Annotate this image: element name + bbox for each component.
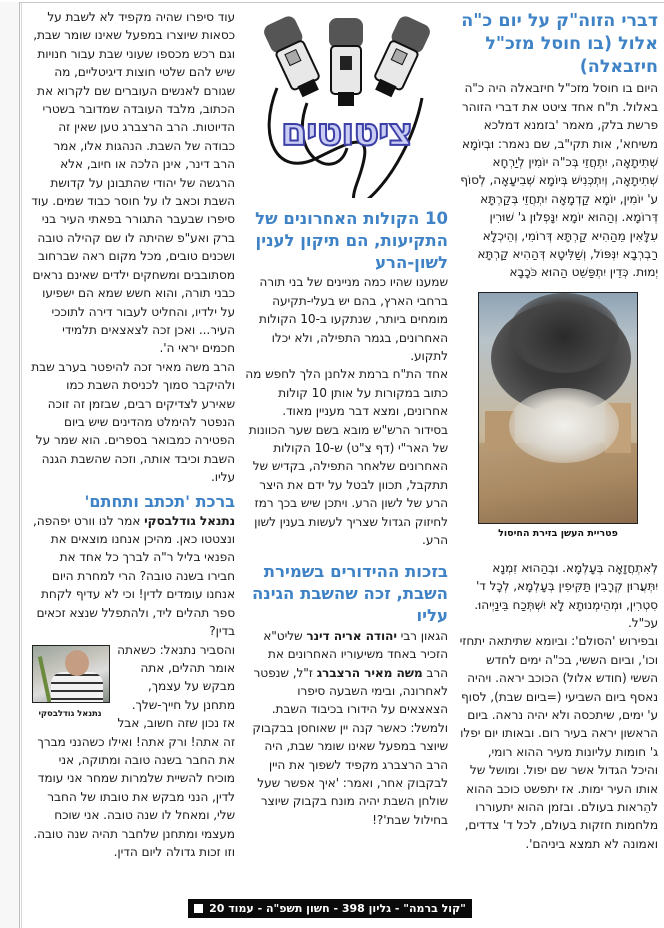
- photo-face: [65, 650, 89, 676]
- portrait-figure: [30, 645, 110, 723]
- zohar-article-paragraph: ובפירוש 'הסולם': וביומא שתיתאה יתחזי וכו', וביום הששי, בכ"ה ימים לחדש הששי (חודש אלול) הכוכב יראה. ויהיה נאסף ביום השביעי (=ביום שבת), לסוף ע' ימים, שיתכסה ולא יהיה נראה. ביום הראשון יראה בעיר רום. ובאותו יום יפלו ג' חומות עליונות מעיר ההוא רומי, והיכל הגדול אשר שם יפול. ומושל של אותו העיר ימות. אז יתפשט כוכב ההוא להֵראות בעולם. ובזמן ההוא יתעוררו מלחמות חזקות בעולם, לכל ד' צדדים, ואמונה לא תמצא ביניהם'.: [459, 634, 658, 851]
- zohar-article-body: [458, 79, 658, 281]
- zohar-article-paragraph: היום בו חוסל מזכ"ל חיזבאלה היה כ"ה באלול. ת"ח אחד ציטט את דברי הזוהר פרשת בלק, מאמר 'בזמנא דמלכא משיחא', אות תקי"ב, שם נאמר: וּבְיוֹמָא שְׁתִיתָאָה, יִתְחֲזֵי בְּכ"ה יוֹמִין לְיַרְחָא שְׁתִיתָאָה, וְיִתְכְּנִישׁ בְּיוֹמָא שְׁבִיעָאָה, לְסוֹף ע' יוֹמִין, יוֹמָא קַדְמָאָה יִתְחֲזֵי בְּקַרְתָּא דְּרוֹמָא. וְהַהוּא יוֹמָא יִנָּפְלוּן ג' שׁוּרִין עִלָּאִין מֵהַהִיא קַרְתָּא דְּרוֹמִי, וְהֵיכְלָא רַבְרְבָא יִנְּפּוֹל, וְשַׁלִּיטָא דְּהַהִיא קַרְתָּא יְמוּת. כְּדֵין יִתְפַּשֵּׁט הַהוּא כֹּכָבָא: [460, 81, 658, 280]
- shofar-article-paragraph: שמענו שהיו כמה מניינים של בני תורה ברחבי הארץ, בהם יש בעלי-תקיעה מומחים ביותר, שנתקעו ב-10 הקולות האחרונים, בגמר התפילה, ולא יכלו לתקוע.: [258, 275, 448, 363]
- blessing-article-paragraph: והסביר נתנאל: כשאתה אומר תהלים, אתה מבקש על עצמך, מתחנן על חייך-שלך. אז נכון שזה חשוב, אבל זה אתה! ורק אתה! ואילו כשהנני מברך את החבר בשנה טובה ומתוקה, אני מוכיח להשיית שלמרות שמחר אני עומד לדין, הנני מבקש את טובתו של החבר שלי, ומאחל לו שנה טובה. אני שוכח מעצמי ומתחנן שלחבר תהיה שנה טובה. וזו זכות גדולה ליום הדין.: [33, 642, 235, 859]
- blessing-article-intro: [30, 512, 235, 641]
- quotes-logo: [247, 8, 447, 198]
- middle-column: [245, 8, 448, 829]
- left-gutter: [0, 2, 20, 928]
- zohar-article-headline: דברי הזוה"ק על יום כ"ה אלול (בו חוסל מזכ"ל חיזבאלה): [461, 11, 658, 78]
- intro-text: הגאון רבי: [396, 628, 448, 643]
- shabbat-article-headline: בזכות ההידורים בשמירת השבת, זכה שהשבת הגינה עליו: [251, 562, 448, 625]
- left-column: [30, 8, 235, 861]
- shofar-article-body: [245, 273, 448, 549]
- shabbat-article-body: [245, 627, 448, 829]
- photo-lulav: [38, 656, 52, 703]
- photo-smoke-light: [509, 388, 619, 463]
- blessing-article-body: [30, 512, 235, 862]
- page-top-rule: [0, 2, 664, 3]
- photo-smoke-dark: [509, 293, 619, 373]
- intro-text: אמר לנו וורט יפהפה, ונצטטו כאן. מהיכן אנחנו מוצאים את הפנאי בליל ר"ה לברך כל אחד את חבירו בשנה טובה? הרי למחרת היום אנחנו עומדים לדין! וכי לא עדיף לקחת ספר תהלים ליד, ולהתפלל שנצא זכאים בדין?: [32, 513, 235, 639]
- shabbat-continued-paragraph: עוד סיפרו שהיה מקפיד לא לשבת על כסאות שיוצרו במפעל שאינו שומר שבת, וגם רכש מכספו שעוני שבת עבור חנויות שיש להם שלטי חוצות דיגיטליים, מה שגורם לאנשים העוברים שם לקרוא את הכתוב, מלבד העובדה שמדובר בשטרי הדיוטות. הרב הרצברג טען שאין זה כבודה של השבת. הנהגות אלו, אמר הרב דינר, אינן הלכה או חיוב, אלא הרגשה של יהודי שהתבונן על קדושת השבת וכאב לו על חוסר כבוד שמים. עוד סיפרו שבעבר התגורר בפאתי העיר בני ברק ואע"פ שהיתה לו שם קהילה טובה ושכנים טובים, מכל מקום ראה שברחוב מסתובבים ומשחקים ילדים שאינם נראים כבני תורה, והוא חשש שמא הם ישפיעו על ילדיו, והחליט לעבור דירה לתוככי העיר... ואכן זכה לצאצאים תלמידי חכמים יראי ה'.: [31, 10, 235, 356]
- shabbat-article-intro: [245, 627, 448, 719]
- blessing-article-headline: ברכת 'תכתב ותחתם': [84, 491, 235, 511]
- right-column: [458, 8, 658, 853]
- page-footer: [188, 899, 472, 918]
- zohar-article-continued: [458, 559, 658, 854]
- explosion-photo-caption: פטריית העשן בזירת החיסול: [498, 527, 618, 539]
- portrait-photo: [32, 645, 110, 703]
- shabbat-continued-paragraph: הרב משה מאיר זכה להיפטר בערב שבת ולהיקבר סמוך לכניסת השבת כמו שאירע לצדיקים רבים, שבזמן זה זוכה הנפטר להימלט מהדינים שיש ביום הפטירה כמבואר בספרים. הוא שמר על השבת וכיבד אותה, וזכה שהשבת הגנה עליו.: [31, 359, 235, 485]
- shofar-article-paragraph: אחד הת"ח ברמת אלחנן הלך לחפש מה כתוב במקורות על אותן 10 קולות אחרונים, ומצא דבר מעניין מאוד. בסידור הרש"ש מובא בשם שער הכוונות של האר"י (דף צ"ט) ש-10 הקולות האחרונים שלאחר התפילה, בקדיש של תתקבל, תכוון לבטל על ידם את היצר הרע של לשון הרע. ויתכן שיש בכך רמז לחיזוק הגדול שצריך לעשות בענין לשון הרע.: [245, 367, 448, 547]
- shofar-article-headline: 10 הקולות האחרונים של התקיעות, הם תיקון לענין לשון-הרע: [255, 209, 448, 272]
- deceased-name: משה מאיר הרצברג: [316, 665, 423, 680]
- intro-text: שליט"א הזכיר באחד משיעוריו האחרונים את הרב: [263, 628, 448, 680]
- quotes-logo-title: ציטוטים: [280, 110, 413, 154]
- shabbat-article-continued: [30, 8, 235, 487]
- left-gutter-rule: [21, 2, 22, 928]
- microphones-icon: [247, 8, 447, 198]
- explosion-photo: [478, 292, 638, 524]
- rabbi-name: יהודה אריה דינר: [306, 628, 397, 643]
- shabbat-article-paragraph: ולמשל: כאשר קנה יין שאוחסן בבקבוק שיוצר במפעל שאינו שומר שבת, היה הרב הרצברג מקפיד לשפוך את היין לבקבוק אחר, ואמר: 'איך אפשר שעל שולחן השבת יהיה מונח בקבוק שיוצר בחילול שבת'?!: [252, 720, 448, 827]
- square-bullet-icon: [194, 904, 203, 913]
- zohar-article-paragraph: לְאִתְחֲזָאָה בְּעָלְמָא. וּבְהַהוּא זִמְנָא יִתְּעֲרוּן קְרָבִין תַּקִּיפִין בְּעָלְמָא, לְכָל ד' סִטְרִין, וּמְהֵימְנוּתָא לָא יִשְׁתְּכַח בֵּינַיְיהוּ. עכ"ל.: [474, 560, 658, 630]
- intro-text: ז"ל, שנפטר לאחרונה, ובימי השבעה סיפרו הצאצאים על הידורו בכיבוד השבת.: [253, 665, 448, 717]
- portrait-caption: נתנאל גודלבסקי: [38, 708, 102, 719]
- footer-text: "קול ברמה" - גליון 398 - חשון תשפ"ה - עמוד 20: [209, 902, 466, 915]
- photo-tallit: [51, 672, 103, 703]
- author-name: נתנאל גודלבסקי: [144, 513, 235, 528]
